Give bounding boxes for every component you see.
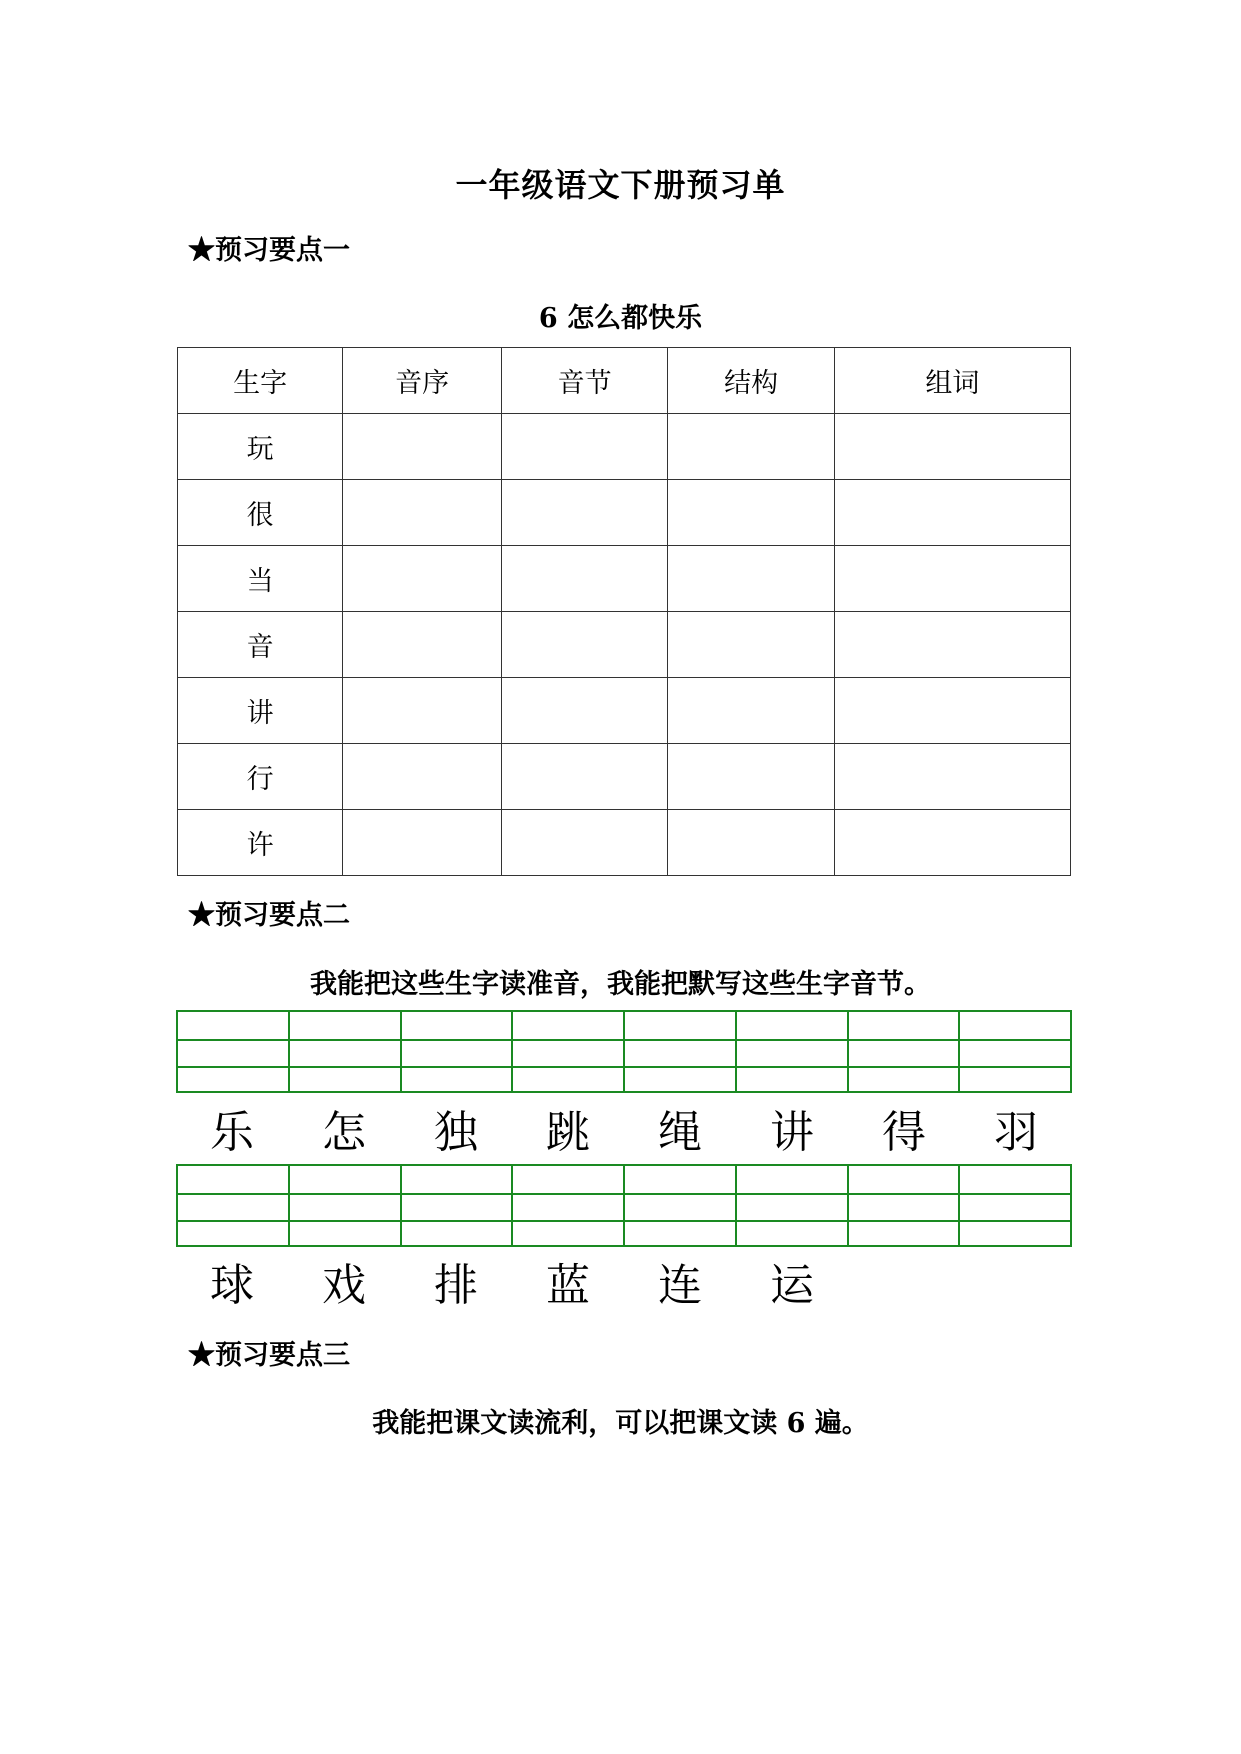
char-cell: 行 bbox=[178, 744, 343, 810]
section-heading-3: ★预习要点三 bbox=[188, 1340, 350, 1371]
table-row bbox=[178, 414, 1071, 480]
char-cell: 很 bbox=[178, 480, 343, 546]
header-cell: 音节 bbox=[501, 348, 667, 414]
char-cell: 许 bbox=[178, 810, 343, 876]
pinyin-box[interactable] bbox=[513, 1164, 625, 1247]
blank-cell[interactable] bbox=[668, 612, 834, 678]
blank-cell[interactable] bbox=[668, 546, 834, 612]
table-row bbox=[178, 744, 1071, 810]
char-cell: 讲 bbox=[178, 678, 343, 744]
char-cell: 当 bbox=[178, 546, 343, 612]
blank-cell[interactable] bbox=[834, 678, 1070, 744]
blank-cell[interactable] bbox=[343, 480, 502, 546]
blank-cell[interactable] bbox=[668, 414, 834, 480]
table-row bbox=[178, 678, 1071, 744]
char-cell: 玩 bbox=[178, 414, 343, 480]
blank-cell[interactable] bbox=[834, 810, 1070, 876]
practice-char: 运 bbox=[770, 1260, 814, 1311]
blank-cell[interactable] bbox=[501, 546, 667, 612]
practice-char: 跳 bbox=[546, 1107, 590, 1158]
pinyin-box[interactable] bbox=[402, 1010, 514, 1093]
pinyin-box[interactable] bbox=[290, 1010, 402, 1093]
blank-cell[interactable] bbox=[834, 480, 1070, 546]
header-cell: 生字 bbox=[178, 348, 343, 414]
practice-char: 排 bbox=[434, 1260, 478, 1311]
practice-char: 得 bbox=[882, 1107, 926, 1158]
blank-cell[interactable] bbox=[668, 480, 834, 546]
pinyin-box[interactable] bbox=[176, 1010, 290, 1093]
pinyin-box[interactable] bbox=[625, 1010, 737, 1093]
practice-char: 球 bbox=[210, 1260, 254, 1311]
pinyin-box[interactable] bbox=[960, 1010, 1072, 1093]
blank-cell[interactable] bbox=[343, 414, 502, 480]
table-row bbox=[178, 810, 1071, 876]
pinyin-box[interactable] bbox=[402, 1164, 514, 1247]
blank-cell[interactable] bbox=[501, 414, 667, 480]
blank-cell[interactable] bbox=[834, 546, 1070, 612]
practice-char: 绳 bbox=[658, 1107, 702, 1158]
pinyin-box[interactable] bbox=[849, 1164, 961, 1247]
pinyin-box[interactable] bbox=[625, 1164, 737, 1247]
char-cell: 音 bbox=[178, 612, 343, 678]
pinyin-box[interactable] bbox=[290, 1164, 402, 1247]
practice-char: 乐 bbox=[210, 1107, 254, 1158]
pinyin-box[interactable] bbox=[960, 1164, 1072, 1247]
pinyin-box[interactable] bbox=[849, 1010, 961, 1093]
table-row bbox=[178, 546, 1071, 612]
blank-cell[interactable] bbox=[501, 744, 667, 810]
blank-cell[interactable] bbox=[501, 810, 667, 876]
blank-cell[interactable] bbox=[343, 612, 502, 678]
table-header-row bbox=[178, 348, 1071, 414]
blank-cell[interactable] bbox=[834, 744, 1070, 810]
blank-cell[interactable] bbox=[668, 810, 834, 876]
table-row bbox=[178, 612, 1071, 678]
section-heading-2: ★预习要点二 bbox=[188, 900, 350, 931]
header-cell: 结构 bbox=[668, 348, 834, 414]
blank-cell[interactable] bbox=[343, 546, 502, 612]
pinyin-grid-row-1 bbox=[176, 1010, 1072, 1093]
pinyin-grid-row-2 bbox=[176, 1164, 1072, 1247]
worksheet-title: 一年级语文下册预习单 bbox=[455, 166, 786, 204]
practice-char: 讲 bbox=[770, 1107, 814, 1158]
pinyin-box[interactable] bbox=[737, 1164, 849, 1247]
blank-cell[interactable] bbox=[834, 414, 1070, 480]
blank-cell[interactable] bbox=[343, 744, 502, 810]
practice-char: 怎 bbox=[322, 1107, 366, 1158]
practice-char: 戏 bbox=[322, 1260, 366, 1311]
header-cell: 音序 bbox=[343, 348, 502, 414]
blank-cell[interactable] bbox=[501, 480, 667, 546]
task-instruction-3: 我能把课文读流利，可以把课文读 6 遍。 bbox=[372, 1408, 869, 1439]
blank-cell[interactable] bbox=[343, 678, 502, 744]
blank-cell[interactable] bbox=[343, 810, 502, 876]
practice-char: 连 bbox=[658, 1260, 702, 1311]
pinyin-box[interactable] bbox=[176, 1164, 290, 1247]
practice-char: 蓝 bbox=[546, 1260, 590, 1311]
blank-cell[interactable] bbox=[501, 678, 667, 744]
blank-cell[interactable] bbox=[834, 612, 1070, 678]
section-heading-1: ★预习要点一 bbox=[188, 235, 350, 266]
pinyin-box[interactable] bbox=[513, 1010, 625, 1093]
blank-cell[interactable] bbox=[501, 612, 667, 678]
blank-cell[interactable] bbox=[668, 744, 834, 810]
table-row bbox=[178, 480, 1071, 546]
practice-char: 羽 bbox=[994, 1107, 1038, 1158]
character-row-1 bbox=[176, 1103, 1072, 1163]
blank-cell[interactable] bbox=[668, 678, 834, 744]
character-row-2 bbox=[176, 1256, 1072, 1316]
character-table bbox=[177, 347, 1071, 876]
header-cell: 组词 bbox=[834, 348, 1070, 414]
practice-char: 独 bbox=[434, 1107, 478, 1158]
pinyin-box[interactable] bbox=[737, 1010, 849, 1093]
task-instruction-2: 我能把这些生字读准音，我能把默写这些生字音节。 bbox=[310, 969, 931, 1000]
lesson-title: 6 怎么都快乐 bbox=[538, 303, 703, 334]
